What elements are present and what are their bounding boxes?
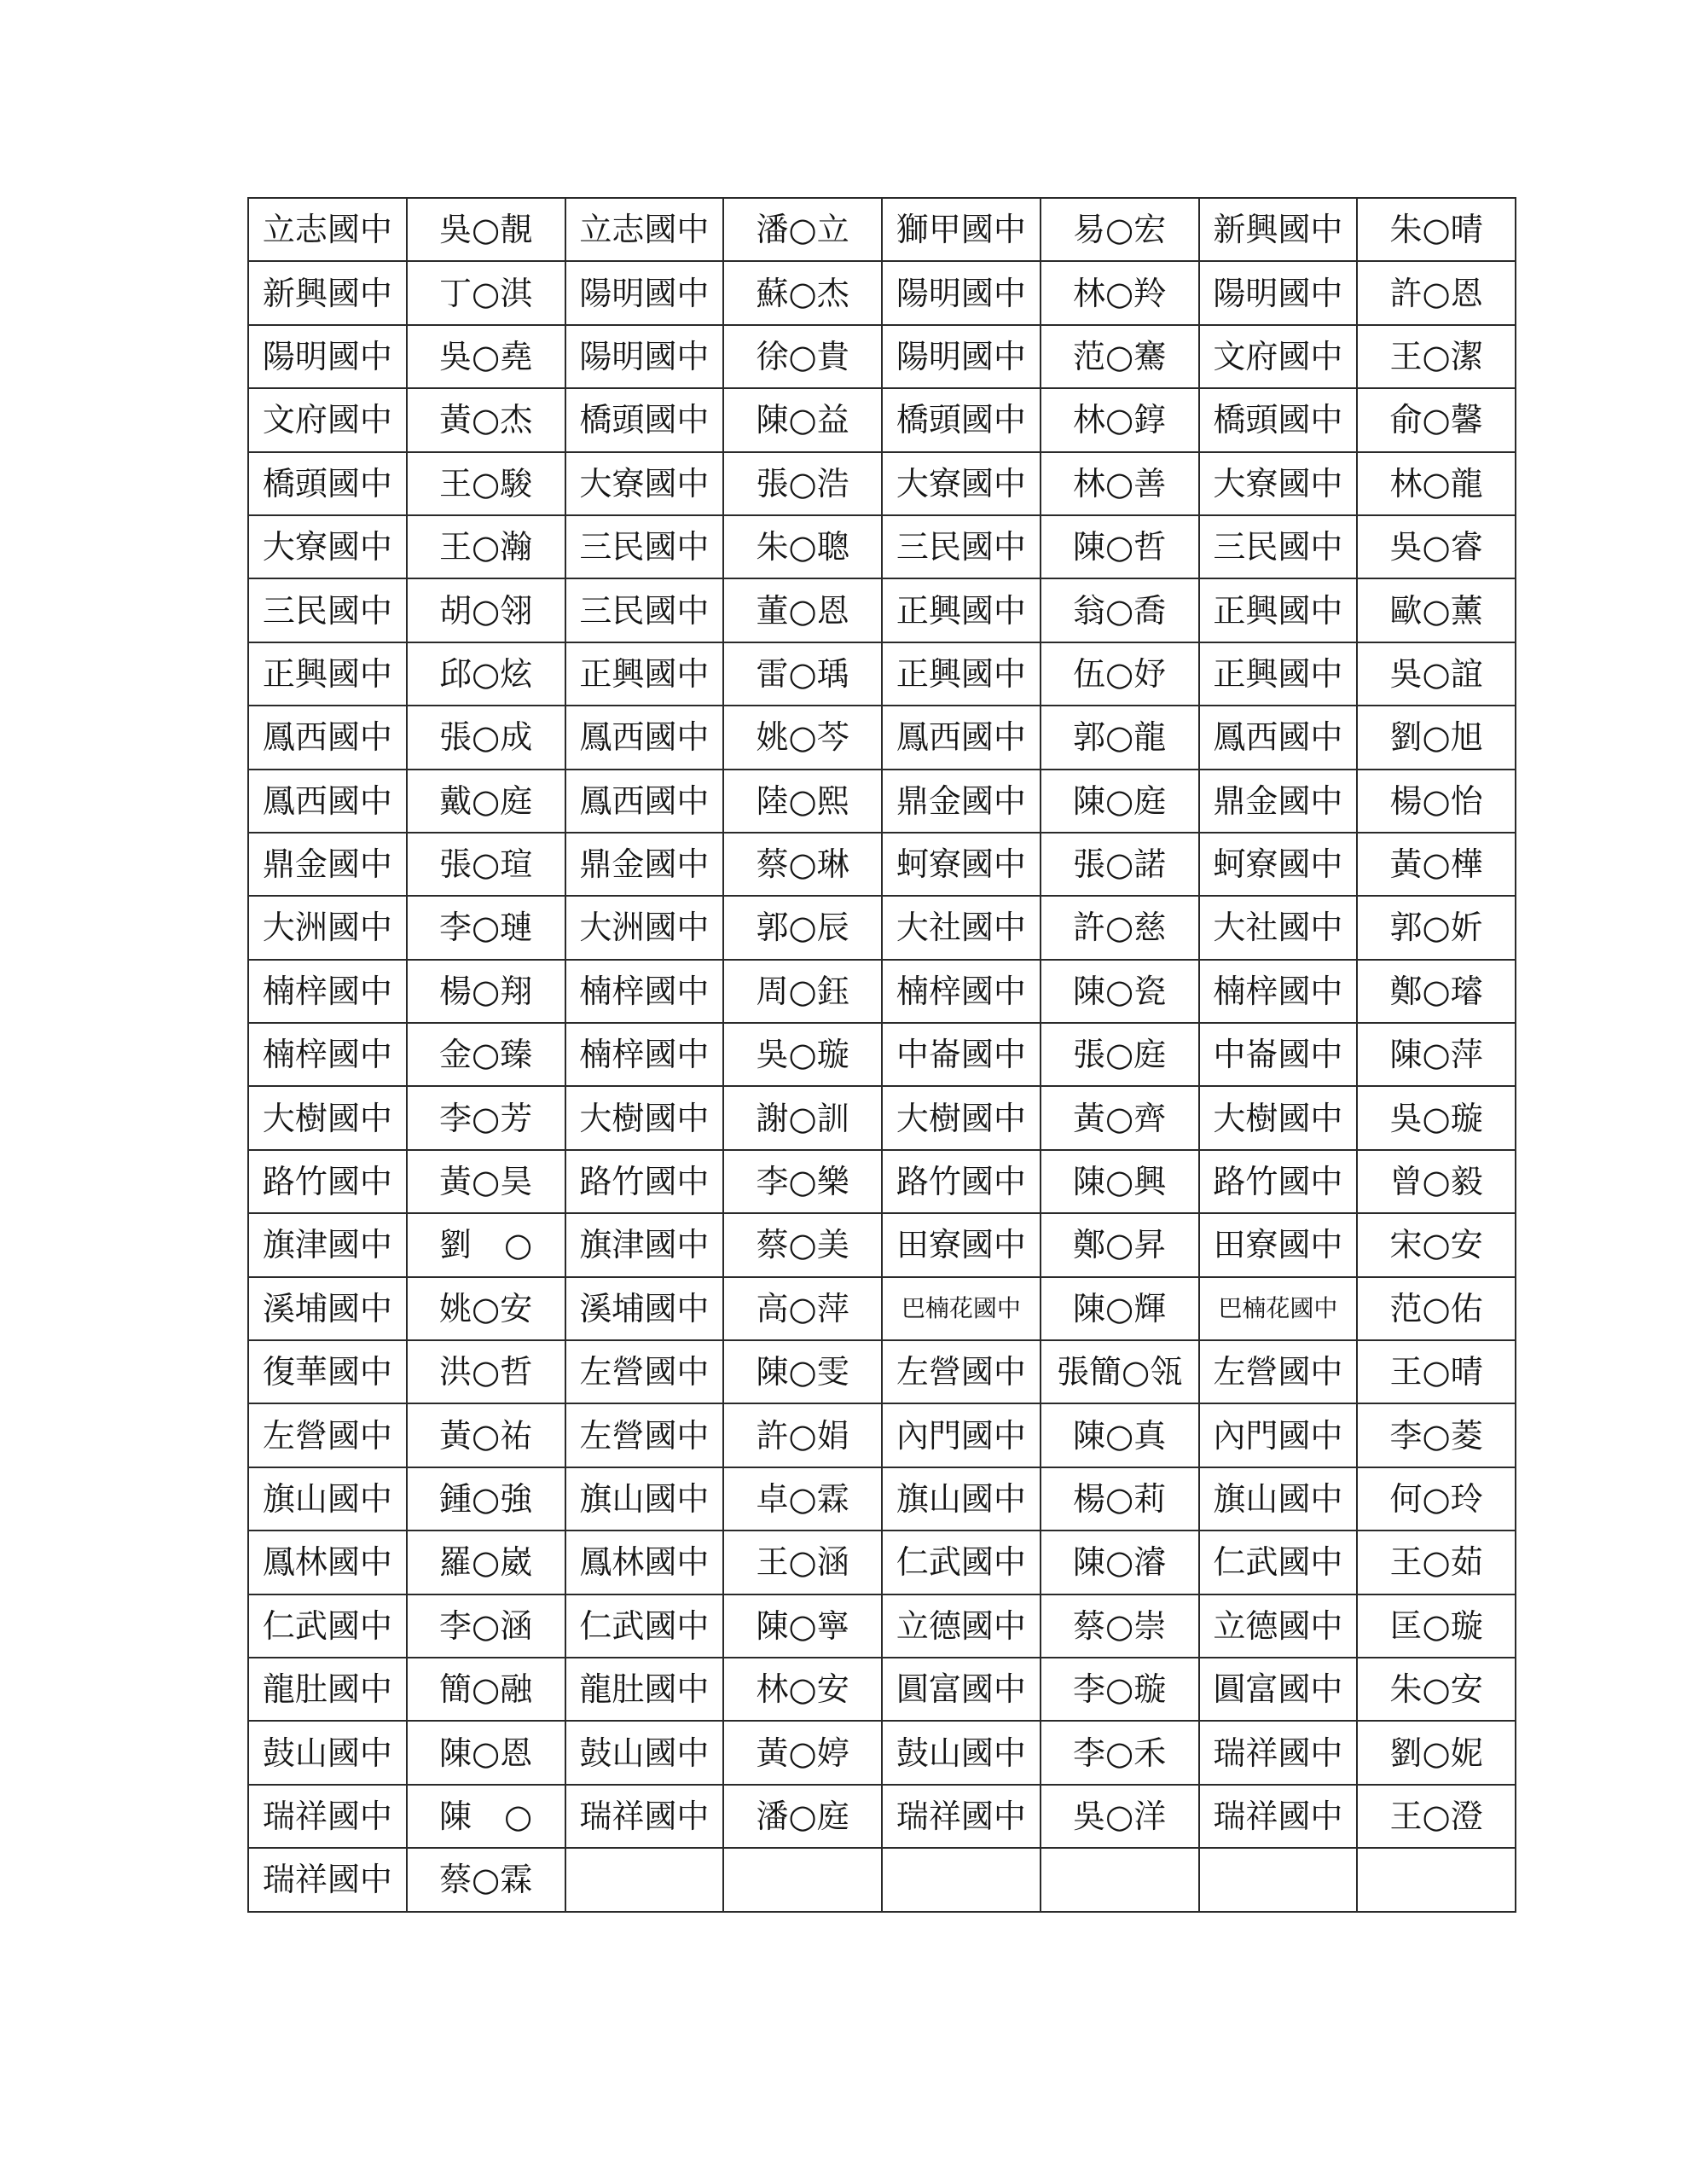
student-name-cell: 翁○喬 — [1041, 578, 1199, 642]
school-cell: 楠梓國中 — [248, 960, 407, 1023]
school-cell: 瑞祥國中 — [882, 1785, 1041, 1848]
school-cell: 瑞祥國中 — [1199, 1721, 1358, 1784]
table-row — [248, 515, 1516, 578]
student-name-cell: 王○潔 — [1357, 325, 1516, 388]
student-name-cell: 陳○真 — [1041, 1403, 1199, 1467]
school-cell: 鳳西國中 — [565, 706, 724, 769]
student-name-cell: 謝○訓 — [723, 1086, 882, 1149]
student-name-cell: 黃○杰 — [407, 388, 565, 451]
school-cell: 左營國中 — [565, 1340, 724, 1403]
student-name-cell: 戴○庭 — [407, 770, 565, 833]
table-row — [248, 578, 1516, 642]
table-row — [248, 1086, 1516, 1149]
student-name-cell: 李○璇 — [1041, 1658, 1199, 1721]
table-row — [248, 1848, 1516, 1911]
school-cell: 新興國中 — [1199, 198, 1358, 261]
school-cell: 巴楠花國中 — [1199, 1277, 1358, 1340]
student-name-cell: 張○成 — [407, 706, 565, 769]
school-cell: 旗山國中 — [882, 1467, 1041, 1531]
table-row — [248, 261, 1516, 324]
student-name-cell: 林○善 — [1041, 452, 1199, 515]
table-row — [248, 642, 1516, 706]
school-cell: 大寮國中 — [1199, 452, 1358, 515]
student-name-cell: 吳○洋 — [1041, 1785, 1199, 1848]
school-cell: 陽明國中 — [1199, 261, 1358, 324]
student-name-cell: 胡○翎 — [407, 578, 565, 642]
school-cell: 內門國中 — [882, 1403, 1041, 1467]
school-cell: 蚵寮國中 — [882, 833, 1041, 896]
student-name-cell: 郭○妡 — [1357, 896, 1516, 959]
school-cell: 中崙國中 — [1199, 1023, 1358, 1086]
student-name-cell: 曾○毅 — [1357, 1150, 1516, 1213]
student-name-cell: 蔡○崇 — [1041, 1594, 1199, 1658]
student-name-cell: 姚○安 — [407, 1277, 565, 1340]
school-cell: 鳳西國中 — [1199, 706, 1358, 769]
student-name-cell: 蔡○美 — [723, 1213, 882, 1276]
school-cell: 瑞祥國中 — [1199, 1785, 1358, 1848]
school-cell: 鼎金國中 — [565, 833, 724, 896]
student-name-cell — [1357, 1848, 1516, 1911]
school-cell: 正興國中 — [248, 642, 407, 706]
student-name-cell: 張○庭 — [1041, 1023, 1199, 1086]
school-cell: 蚵寮國中 — [1199, 833, 1358, 896]
school-cell: 龍肚國中 — [248, 1658, 407, 1721]
school-cell: 鳳西國中 — [248, 706, 407, 769]
table-row — [248, 1785, 1516, 1848]
school-cell: 大社國中 — [882, 896, 1041, 959]
school-cell: 三民國中 — [565, 515, 724, 578]
table-row — [248, 1594, 1516, 1658]
school-cell: 旗津國中 — [248, 1213, 407, 1276]
school-cell: 鼎金國中 — [882, 770, 1041, 833]
school-cell: 瑞祥國中 — [565, 1785, 724, 1848]
student-name-cell: 吳○靚 — [407, 198, 565, 261]
student-name-cell: 伍○妤 — [1041, 642, 1199, 706]
school-cell: 大洲國中 — [565, 896, 724, 959]
school-cell: 鼎金國中 — [248, 833, 407, 896]
student-name-cell: 林○安 — [723, 1658, 882, 1721]
student-name-cell: 王○駿 — [407, 452, 565, 515]
school-cell: 楠梓國中 — [565, 960, 724, 1023]
school-cell: 路竹國中 — [882, 1150, 1041, 1213]
school-cell: 大寮國中 — [565, 452, 724, 515]
school-cell: 田寮國中 — [1199, 1213, 1358, 1276]
student-name-cell: 王○瀚 — [407, 515, 565, 578]
student-name-cell: 姚○芩 — [723, 706, 882, 769]
table-row — [248, 388, 1516, 451]
school-cell: 左營國中 — [565, 1403, 724, 1467]
school-cell: 田寮國中 — [882, 1213, 1041, 1276]
student-name-cell: 張○瑄 — [407, 833, 565, 896]
student-name-cell: 王○澄 — [1357, 1785, 1516, 1848]
student-name-cell: 林○龍 — [1357, 452, 1516, 515]
student-name-cell: 陳○恩 — [407, 1721, 565, 1784]
student-name-cell — [1041, 1848, 1199, 1911]
school-cell: 路竹國中 — [565, 1150, 724, 1213]
table-row — [248, 1213, 1516, 1276]
school-cell: 內門國中 — [1199, 1403, 1358, 1467]
school-cell: 大樹國中 — [565, 1086, 724, 1149]
student-name-cell: 劉○旭 — [1357, 706, 1516, 769]
school-cell: 正興國中 — [882, 642, 1041, 706]
student-name-cell: 鍾○強 — [407, 1467, 565, 1531]
student-name-cell: 王○茹 — [1357, 1531, 1516, 1594]
school-cell: 路竹國中 — [248, 1150, 407, 1213]
student-name-cell: 林○錞 — [1041, 388, 1199, 451]
school-cell: 大洲國中 — [248, 896, 407, 959]
student-name-cell: 潘○立 — [723, 198, 882, 261]
school-cell: 巴楠花國中 — [882, 1277, 1041, 1340]
table-row — [248, 833, 1516, 896]
school-cell: 旗山國中 — [565, 1467, 724, 1531]
student-name-cell: 朱○安 — [1357, 1658, 1516, 1721]
school-cell: 仁武國中 — [248, 1594, 407, 1658]
student-name-cell: 黃○祐 — [407, 1403, 565, 1467]
student-name-cell: 陳○益 — [723, 388, 882, 451]
school-cell: 文府國中 — [1199, 325, 1358, 388]
student-name-cell: 許○娟 — [723, 1403, 882, 1467]
school-cell: 陽明國中 — [882, 261, 1041, 324]
school-cell: 大寮國中 — [882, 452, 1041, 515]
school-cell: 正興國中 — [1199, 578, 1358, 642]
student-name-cell: 張簡○瓴 — [1041, 1340, 1199, 1403]
school-cell: 鼎金國中 — [1199, 770, 1358, 833]
student-name-cell: 王○晴 — [1357, 1340, 1516, 1403]
student-name-cell: 洪○哲 — [407, 1340, 565, 1403]
student-name-cell: 李○菱 — [1357, 1403, 1516, 1467]
school-cell: 楠梓國中 — [248, 1023, 407, 1086]
student-name-cell: 黃○樺 — [1357, 833, 1516, 896]
student-name-cell: 郭○辰 — [723, 896, 882, 959]
student-name-cell: 蘇○杰 — [723, 261, 882, 324]
school-cell: 大樹國中 — [1199, 1086, 1358, 1149]
student-name-cell: 金○臻 — [407, 1023, 565, 1086]
table-row — [248, 1340, 1516, 1403]
student-name-cell: 陳○興 — [1041, 1150, 1199, 1213]
student-name-cell: 李○芳 — [407, 1086, 565, 1149]
school-cell: 陽明國中 — [248, 325, 407, 388]
school-cell: 三民國中 — [248, 578, 407, 642]
student-name-cell: 劉○妮 — [1357, 1721, 1516, 1784]
school-cell: 鼓山國中 — [882, 1721, 1041, 1784]
student-name-cell: 陳○輝 — [1041, 1277, 1199, 1340]
school-cell: 龍肚國中 — [565, 1658, 724, 1721]
school-cell: 橋頭國中 — [1199, 388, 1358, 451]
school-cell: 陽明國中 — [882, 325, 1041, 388]
school-cell: 溪埔國中 — [248, 1277, 407, 1340]
student-name-cell: 范○佑 — [1357, 1277, 1516, 1340]
student-name-cell: 何○玲 — [1357, 1467, 1516, 1531]
table-row — [248, 1658, 1516, 1721]
school-cell: 陽明國中 — [565, 325, 724, 388]
student-name-cell: 李○禾 — [1041, 1721, 1199, 1784]
school-cell: 圓富國中 — [1199, 1658, 1358, 1721]
student-name-cell: 陳○瓷 — [1041, 960, 1199, 1023]
table-row — [248, 1023, 1516, 1086]
student-name-cell: 徐○貴 — [723, 325, 882, 388]
school-cell: 楠梓國中 — [1199, 960, 1358, 1023]
student-name-cell: 劉 ○ — [407, 1213, 565, 1276]
school-cell: 旗山國中 — [248, 1467, 407, 1531]
table-row — [248, 896, 1516, 959]
school-cell: 旗山國中 — [1199, 1467, 1358, 1531]
school-cell: 獅甲國中 — [882, 198, 1041, 261]
school-cell: 鳳西國中 — [248, 770, 407, 833]
school-cell: 復華國中 — [248, 1340, 407, 1403]
school-cell: 立志國中 — [248, 198, 407, 261]
school-cell: 左營國中 — [882, 1340, 1041, 1403]
school-cell: 圓富國中 — [882, 1658, 1041, 1721]
student-name-cell: 吳○睿 — [1357, 515, 1516, 578]
school-cell: 溪埔國中 — [565, 1277, 724, 1340]
school-cell: 橋頭國中 — [248, 452, 407, 515]
student-name-cell: 陳 ○ — [407, 1785, 565, 1848]
student-name-cell: 張○諾 — [1041, 833, 1199, 896]
school-cell: 左營國中 — [1199, 1340, 1358, 1403]
school-cell: 中崙國中 — [882, 1023, 1041, 1086]
table-row — [248, 1467, 1516, 1531]
student-name-cell: 朱○晴 — [1357, 198, 1516, 261]
school-cell: 路竹國中 — [1199, 1150, 1358, 1213]
school-cell: 立志國中 — [565, 198, 724, 261]
table-row — [248, 770, 1516, 833]
school-cell: 左營國中 — [248, 1403, 407, 1467]
school-cell: 大樹國中 — [248, 1086, 407, 1149]
school-cell: 文府國中 — [248, 388, 407, 451]
student-name-cell: 楊○怡 — [1357, 770, 1516, 833]
student-name-cell: 陳○庭 — [1041, 770, 1199, 833]
student-name-cell: 吳○誼 — [1357, 642, 1516, 706]
school-cell: 仁武國中 — [1199, 1531, 1358, 1594]
table-row — [248, 1403, 1516, 1467]
student-name-cell: 許○慈 — [1041, 896, 1199, 959]
student-name-cell — [723, 1848, 882, 1911]
school-cell: 大樹國中 — [882, 1086, 1041, 1149]
student-name-cell: 雷○瑀 — [723, 642, 882, 706]
school-cell: 立德國中 — [1199, 1594, 1358, 1658]
school-cell: 鳳林國中 — [248, 1531, 407, 1594]
school-cell: 三民國中 — [565, 578, 724, 642]
student-name-cell: 郭○龍 — [1041, 706, 1199, 769]
student-name-cell: 陸○熙 — [723, 770, 882, 833]
student-name-cell: 李○璉 — [407, 896, 565, 959]
school-cell: 仁武國中 — [882, 1531, 1041, 1594]
school-cell: 橋頭國中 — [565, 388, 724, 451]
student-name-cell: 黃○齊 — [1041, 1086, 1199, 1149]
table-row — [248, 706, 1516, 769]
student-name-cell: 羅○崴 — [407, 1531, 565, 1594]
student-name-cell: 吳○璇 — [723, 1023, 882, 1086]
school-cell — [1199, 1848, 1358, 1911]
student-name-cell: 許○恩 — [1357, 261, 1516, 324]
school-cell: 橋頭國中 — [882, 388, 1041, 451]
student-name-cell: 卓○霖 — [723, 1467, 882, 1531]
student-name-cell: 簡○融 — [407, 1658, 565, 1721]
table-body — [248, 198, 1516, 1912]
school-cell: 仁武國中 — [565, 1594, 724, 1658]
school-cell: 楠梓國中 — [565, 1023, 724, 1086]
student-name-cell: 高○萍 — [723, 1277, 882, 1340]
student-name-cell: 楊○翔 — [407, 960, 565, 1023]
student-name-cell: 楊○莉 — [1041, 1467, 1199, 1531]
student-name-cell: 丁○淇 — [407, 261, 565, 324]
school-cell — [565, 1848, 724, 1911]
student-name-cell: 鄭○璿 — [1357, 960, 1516, 1023]
student-name-cell: 朱○聰 — [723, 515, 882, 578]
student-name-cell: 林○羚 — [1041, 261, 1199, 324]
school-cell: 鳳林國中 — [565, 1531, 724, 1594]
table-row — [248, 1277, 1516, 1340]
student-name-cell: 吳○璇 — [1357, 1086, 1516, 1149]
school-cell: 鼓山國中 — [248, 1721, 407, 1784]
student-name-cell: 王○涵 — [723, 1531, 882, 1594]
student-name-cell: 蔡○霖 — [407, 1848, 565, 1911]
school-cell: 大社國中 — [1199, 896, 1358, 959]
school-cell: 鳳西國中 — [882, 706, 1041, 769]
school-cell: 正興國中 — [882, 578, 1041, 642]
student-name-cell: 俞○馨 — [1357, 388, 1516, 451]
student-name-cell: 歐○薰 — [1357, 578, 1516, 642]
student-name-cell: 潘○庭 — [723, 1785, 882, 1848]
table-row — [248, 1721, 1516, 1784]
student-name-cell: 李○樂 — [723, 1150, 882, 1213]
table-row — [248, 960, 1516, 1023]
student-name-cell: 易○宏 — [1041, 198, 1199, 261]
school-cell: 三民國中 — [882, 515, 1041, 578]
school-cell: 旗津國中 — [565, 1213, 724, 1276]
student-name-cell: 陳○哲 — [1041, 515, 1199, 578]
school-cell: 鼓山國中 — [565, 1721, 724, 1784]
student-name-cell: 宋○安 — [1357, 1213, 1516, 1276]
school-cell: 鳳西國中 — [565, 770, 724, 833]
student-name-cell: 董○恩 — [723, 578, 882, 642]
school-cell: 楠梓國中 — [882, 960, 1041, 1023]
school-cell: 立德國中 — [882, 1594, 1041, 1658]
table-row — [248, 452, 1516, 515]
school-cell: 三民國中 — [1199, 515, 1358, 578]
school-cell: 陽明國中 — [565, 261, 724, 324]
school-cell: 正興國中 — [565, 642, 724, 706]
school-cell: 正興國中 — [1199, 642, 1358, 706]
student-name-cell: 范○騫 — [1041, 325, 1199, 388]
student-name-cell: 黃○婷 — [723, 1721, 882, 1784]
table-row — [248, 1150, 1516, 1213]
table-row — [248, 325, 1516, 388]
table-row — [248, 1531, 1516, 1594]
student-name-cell: 周○鈺 — [723, 960, 882, 1023]
school-winner-table — [247, 197, 1516, 1913]
student-name-cell: 鄭○昇 — [1041, 1213, 1199, 1276]
school-cell: 新興國中 — [248, 261, 407, 324]
student-name-cell: 黃○昊 — [407, 1150, 565, 1213]
student-name-cell: 匡○璇 — [1357, 1594, 1516, 1658]
student-name-cell: 陳○萍 — [1357, 1023, 1516, 1086]
student-name-cell: 張○浩 — [723, 452, 882, 515]
student-name-cell: 陳○濬 — [1041, 1531, 1199, 1594]
table-row — [248, 198, 1516, 261]
school-cell: 瑞祥國中 — [248, 1848, 407, 1911]
student-name-cell: 蔡○琳 — [723, 833, 882, 896]
student-name-cell: 陳○寧 — [723, 1594, 882, 1658]
student-name-cell: 吳○堯 — [407, 325, 565, 388]
student-name-cell: 邱○炫 — [407, 642, 565, 706]
school-cell — [882, 1848, 1041, 1911]
school-cell: 大寮國中 — [248, 515, 407, 578]
student-name-cell: 陳○雯 — [723, 1340, 882, 1403]
student-name-cell: 李○涵 — [407, 1594, 565, 1658]
school-cell: 瑞祥國中 — [248, 1785, 407, 1848]
